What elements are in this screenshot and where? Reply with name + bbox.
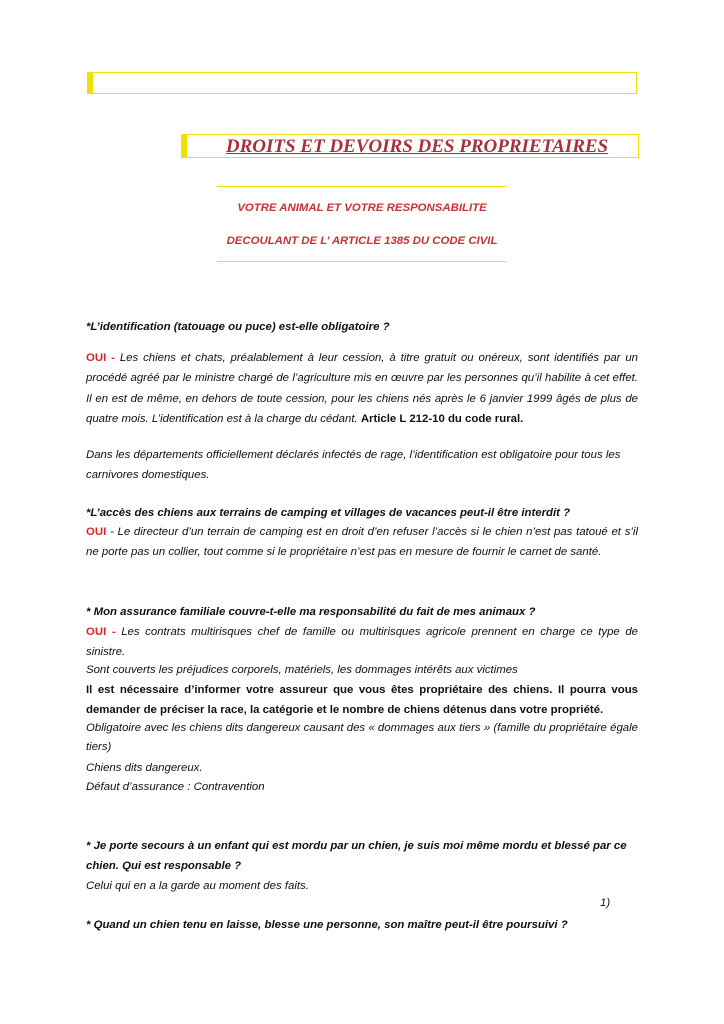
mandatory-insurance: Obligatoire avec les chiens dits dangereux causant des « dommages aux tiers » (famille du propriétaire égale tiers): [86, 722, 638, 753]
rabies-note: Dans les départements officiellement déclarés infectés de rage, l’identification est obligatoire pour tous les carnivores domestiques.: [86, 449, 621, 482]
dangerous-dogs: Chiens dits dangereux.: [86, 762, 203, 774]
subtitle-line-2: DECOULANT DE L’ ARTICLE 1385 DU CODE CIVIL: [226, 235, 498, 247]
page-title: DROITS ET DEVOIRS DES PROPRIETAIRES: [225, 136, 609, 157]
question-insurance: * Mon assurance familiale couvre-t-elle ma responsabilité du fait de mes animaux ?: [86, 606, 536, 618]
answer-insurance: [86, 622, 638, 663]
subtitle-line-1: VOTRE ANIMAL ET VOTRE RESPONSABILITE: [237, 202, 487, 214]
question-camping: *L’accès des chiens aux terrains de camping et villages de vacances peut-il être interdit ?: [86, 507, 571, 519]
oui-label: OUI -: [86, 626, 116, 638]
subtitle-bottom-rule: [217, 261, 506, 262]
question-bite-rescue: * Je porte secours à un enfant qui est mordu par un chien, je suis moi même mordu et blessé par ce chien. Qui est responsable ?: [86, 840, 627, 873]
article-reference: Article L 212-10 du code rural.: [360, 412, 524, 425]
page-number: 1): [600, 897, 611, 909]
question-leash: * Quand un chien tenu en laisse, blesse une personne, son maître peut-il être poursuivi ?: [86, 919, 568, 931]
oui-label: OUI: [86, 526, 107, 538]
inform-insurer: Il est nécessaire d’informer votre assureur que vous êtes propriétaire des chiens. Il pourra vous demander de préciser la race, la catégorie et le nombre de chiens détenus dans votre propriété.: [86, 684, 638, 717]
insurance-default: Défaut d’assurance : Contravention: [86, 781, 265, 793]
oui-label: OUI -: [86, 352, 115, 364]
answer-text: - Le directeur d’un terrain de camping est en droit d’en refuser l’accès si le chien n’est pas tatoué et s’il ne porte pas un collier, tout comme si le propriétaire n’est pas en mesure de fournir le carnet de santé.: [86, 526, 638, 559]
subtitle-top-rule: [217, 186, 506, 187]
answer-identification: [86, 348, 638, 429]
answer-text: Les chiens et chats, préalablement à leur cession, à titre gratuit ou onéreux, sont identifiés par un procédé agréé par le ministre chargé de l’agriculture mis en œuvre par les personnes qu’il habilite à cet effet. Il en est de même, en dehors de toute cession, pour les chiens nés après le 6 janvier 1999 âgés de plus de quatre mois. L’identification est à la charge du cédant.: [86, 352, 638, 425]
answer-bite-rescue: Celui qui en a la garde au moment des faits.: [86, 880, 309, 892]
answer-text: Les contrats multirisques chef de famille ou multirisques agricole prennent en charge ce type de sinistre.: [86, 626, 638, 659]
answer-camping: [86, 522, 638, 563]
header-bar: [87, 72, 637, 94]
question-identification: *L’identification (tatouage ou puce) est-elle obligatoire ?: [86, 321, 390, 333]
covered-damages: Sont couverts les préjudices corporels, matériels, les dommages intérêts aux victimes: [86, 664, 518, 676]
